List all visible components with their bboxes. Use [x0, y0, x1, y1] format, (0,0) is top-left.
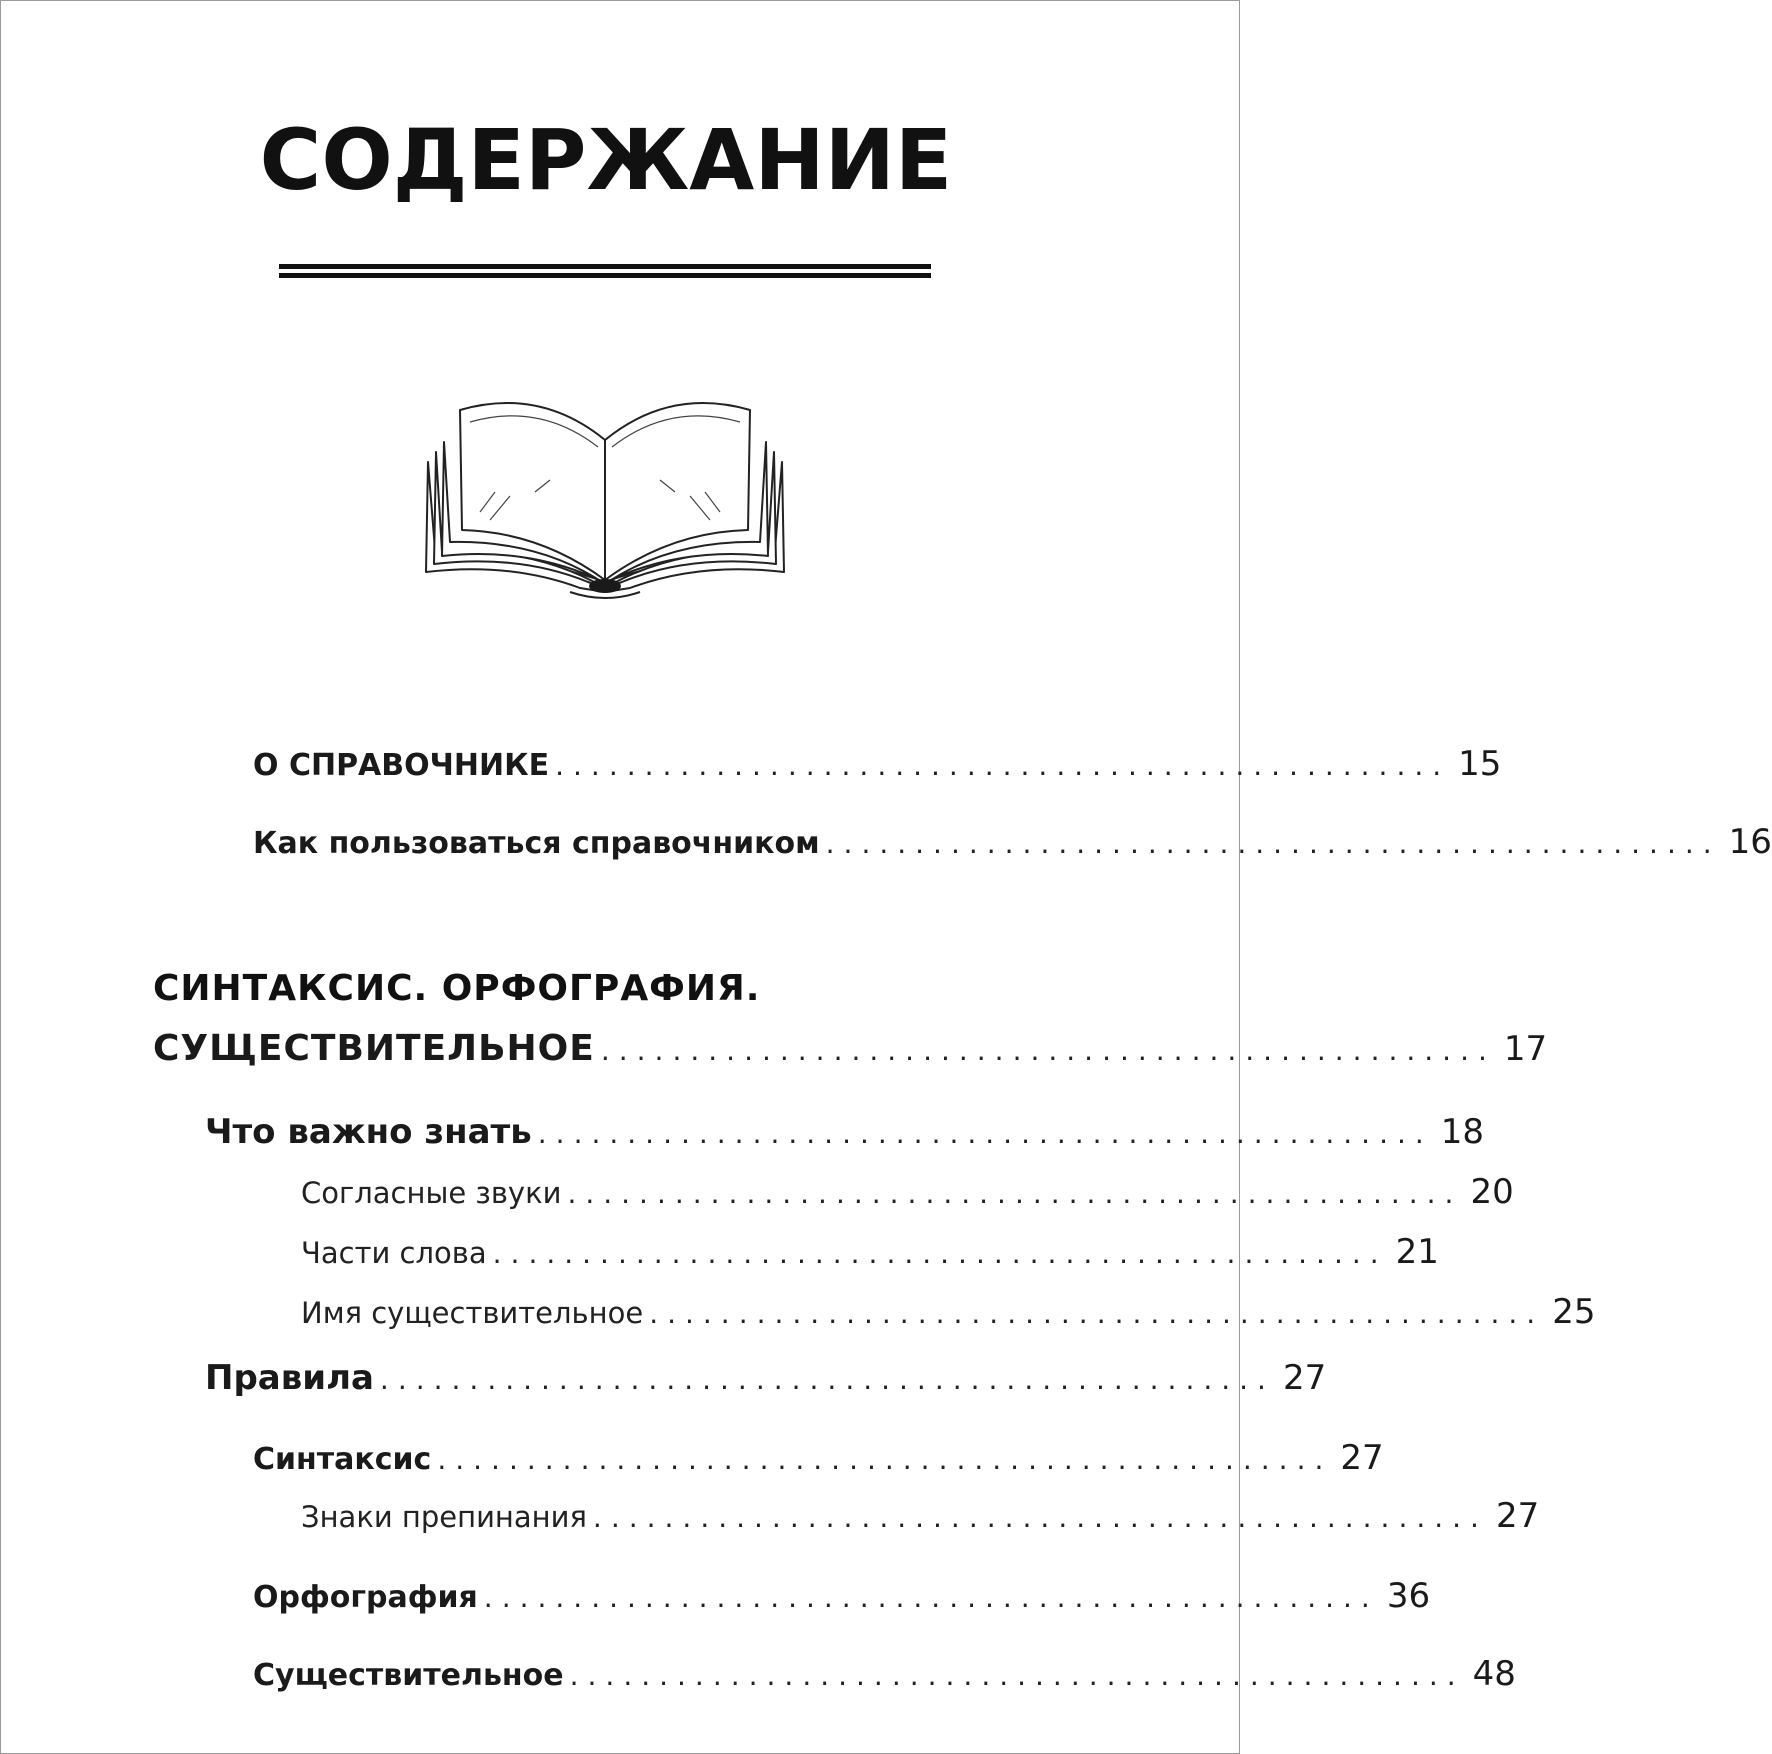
toc-entry-page: 25 — [1552, 1292, 1596, 1332]
toc-entry-label: Что важно знать — [205, 1112, 532, 1152]
toc-entry-orthography[interactable] — [253, 1576, 1431, 1616]
toc-leader-dots: .................................................. — [492, 1237, 1388, 1270]
section-title-line2: СУЩЕСТВИТЕЛЬНОЕ — [153, 1028, 595, 1069]
toc-entry-page: 15 — [1458, 744, 1502, 784]
toc-entry-label: Согласные звуки — [301, 1176, 562, 1210]
toc-entry-label: Синтаксис — [253, 1442, 432, 1477]
toc-entry-label: Как пользоваться справочником — [253, 826, 820, 861]
toc-leader-dots: .................................................. — [825, 827, 1721, 860]
toc-entry-consonants[interactable] — [301, 1172, 1514, 1212]
toc-entry-about[interactable] — [253, 744, 1502, 784]
toc-entry-label: Знаки препинания — [301, 1500, 587, 1534]
toc-entry-how-to-use[interactable] — [253, 822, 1772, 862]
toc-leader-dots: .................................................. — [592, 1501, 1488, 1534]
toc-entry-page: 16 — [1728, 822, 1772, 862]
toc-leader-dots: .................................................. — [555, 749, 1451, 782]
toc-entry-punctuation[interactable] — [301, 1496, 1540, 1536]
toc-entry-noun-section[interactable] — [253, 1654, 1516, 1694]
toc-entry-page: 27 — [1282, 1358, 1327, 1398]
toc-entry-syntax[interactable] — [253, 1438, 1384, 1478]
toc-leader-dots: .................................................. — [437, 1443, 1333, 1476]
toc-entry-what-to-know[interactable] — [205, 1112, 1485, 1152]
toc-entry-rules[interactable] — [205, 1358, 1327, 1398]
toc-entry-page: 36 — [1386, 1576, 1431, 1616]
toc-leader-dots: .................................................. — [537, 1117, 1433, 1150]
toc-leader-dots: .................................................. — [569, 1659, 1465, 1692]
toc-entry-label: Орфография — [253, 1580, 478, 1615]
toc-entry-word-parts[interactable] — [301, 1232, 1439, 1272]
toc-entry-label: Правила — [205, 1358, 374, 1398]
toc-entry-page: 20 — [1470, 1172, 1514, 1212]
toc-entry-page: 27 — [1340, 1438, 1384, 1478]
toc-leader-dots: .................................................. — [649, 1297, 1545, 1330]
section-title-line1: СИНТАКСИС. ОРФОГРАФИЯ. — [153, 968, 761, 1009]
toc-section-syntax[interactable] — [153, 1028, 1548, 1069]
toc-entry-noun[interactable] — [301, 1292, 1596, 1332]
toc-entry-label: Существительное — [253, 1658, 564, 1693]
toc-entry-page: 21 — [1395, 1232, 1439, 1272]
toc-section-page: 17 — [1503, 1029, 1548, 1069]
toc-entry-page: 18 — [1440, 1112, 1485, 1152]
toc-entry-page: 27 — [1495, 1496, 1540, 1536]
toc-leader-dots: .................................................. — [379, 1363, 1275, 1396]
toc-leader-dots: .................................................. — [600, 1034, 1496, 1067]
toc-entry-label: О СПРАВОЧНИКЕ — [253, 748, 550, 783]
toc-leader-dots: .................................................. — [483, 1581, 1379, 1614]
toc-entry-label: Части слова — [301, 1236, 487, 1270]
toc-entry-page: 48 — [1472, 1654, 1516, 1694]
page-title: СОДЕРЖАНИЕ — [259, 111, 953, 209]
toc-leader-dots: .................................................. — [567, 1177, 1463, 1210]
toc-entry-label: Имя существительное — [301, 1296, 644, 1330]
